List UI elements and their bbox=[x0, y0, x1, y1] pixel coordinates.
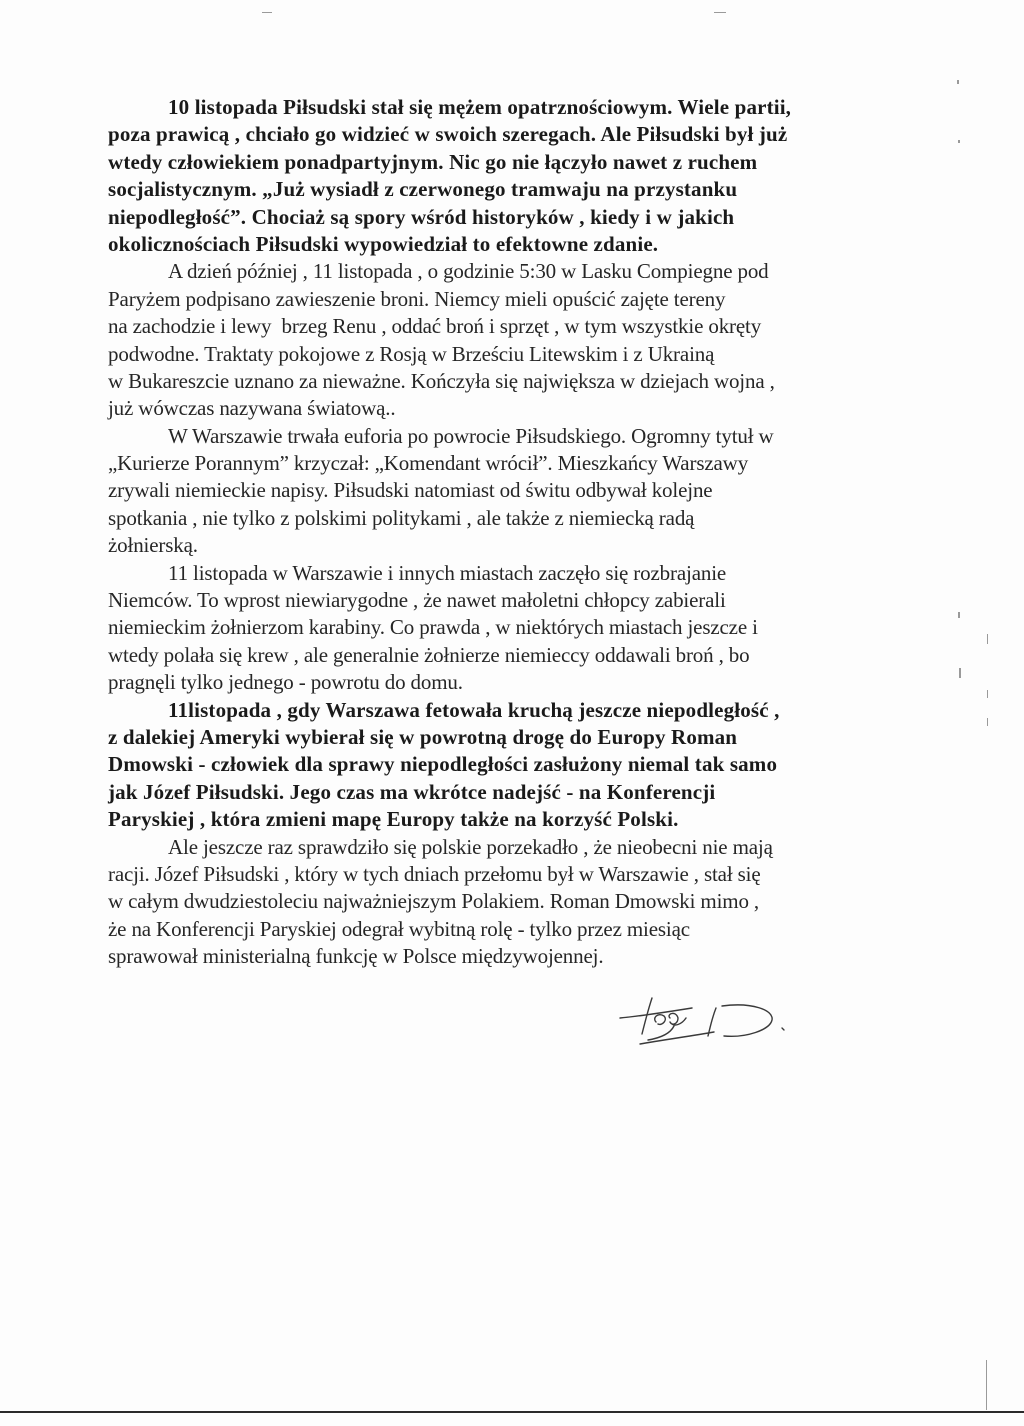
text-line: niemieckim żołnierzom karabiny. Co prawda , w niektórych miastach jeszcze i bbox=[108, 615, 758, 640]
text-line: 11 listopada w Warszawie i innych miastach zaczęło się rozbrajanie bbox=[168, 560, 727, 585]
text-line: jak Józef Piłsudski. Jego czas ma wkrótce nadejść - na Konferencji bbox=[108, 779, 716, 804]
text-line: Paryżem podpisano zawieszenie broni. Niemcy mieli opuścić zajęte tereny bbox=[108, 286, 726, 311]
text-line: w całym dwudziestoleciu najważniejszym Polakiem. Roman Dmowski mimo , bbox=[108, 889, 760, 914]
text-line: „Kurierze Porannym” krzyczał: „Komendant wrócił”. Mieszkańcy Warszawy bbox=[108, 451, 749, 476]
text-line: z dalekiej Ameryki wybierał się w powrotną drogę do Europy Roman bbox=[108, 724, 738, 749]
text-line: że na Konferencji Paryskiej odegrał wybitną rolę - tylko przez miesiąc bbox=[108, 916, 690, 941]
scan-speck bbox=[957, 80, 959, 84]
scan-speck bbox=[987, 690, 988, 698]
text-line: Niemców. To wprost niewiarygodne , że nawet małoletni chłopcy zabierali bbox=[108, 588, 726, 613]
text-line: niepodległość”. Chociaż są spory wśród historyków , kiedy i w jakich bbox=[108, 204, 735, 229]
text-line: sprawował ministerialną funkcję w Polsce międzywojennej. bbox=[108, 944, 604, 969]
text-line: podwodne. Traktaty pokojowe z Rosją w Brześciu Litewskim i z Ukrainą bbox=[108, 341, 715, 366]
scan-speck bbox=[959, 668, 961, 678]
text-line: pragnęli tylko jednego - powrotu do domu. bbox=[108, 670, 463, 695]
text-line: zrywali niemieckie napisy. Piłsudski natomiast od świtu odbywał kolejne bbox=[108, 478, 713, 503]
text-line: żołnierską. bbox=[108, 533, 198, 558]
scan-speck bbox=[987, 634, 988, 644]
text-line: już wówczas nazywana światową.. bbox=[108, 396, 396, 421]
text-line: na zachodzie i lewy brzeg Renu , oddać broń i sprzęt , w tym wszystkie okręty bbox=[108, 314, 762, 339]
text-line: racji. Józef Piłsudski , który w tych dniach przełomu był w Warszawie , stał się bbox=[108, 861, 761, 886]
text-line: w Bukareszcie uznano za nieważne. Kończyła się największa w dziejach wojna , bbox=[108, 368, 775, 393]
scan-speck bbox=[262, 12, 272, 13]
text-line: spotkania , nie tylko z polskimi politykami , ale także z niemiecką radą bbox=[108, 505, 695, 530]
text-line: Dmowski - człowiek dla sprawy niepodległości zasłużony niemal tak samo bbox=[108, 752, 778, 777]
text-line: wtedy człowiekiem ponadpartyjnym. Nic go nie łączyło nawet z ruchem bbox=[108, 149, 758, 174]
text-line: W Warszawie trwała euforia po powrocie Piłsudskiego. Ogromny tytuł w bbox=[168, 423, 774, 448]
text-line: poza prawicą , chciało go widzieć w swoich szeregach. Ale Piłsudski był już bbox=[108, 122, 788, 147]
handwritten-signature bbox=[612, 988, 802, 1048]
scan-speck bbox=[958, 612, 960, 618]
text-line: socjalistycznym. „Już wysiadł z czerwonego tramwaju na przystanku bbox=[108, 177, 738, 202]
scan-speck bbox=[986, 1360, 987, 1410]
text-line: Ale jeszcze raz sprawdziło się polskie porzekadło , że nieobecni nie mają bbox=[168, 834, 773, 859]
text-line: A dzień później , 11 listopada , o godzinie 5:30 w Lasku Compiegne pod bbox=[168, 259, 769, 284]
document-body bbox=[108, 94, 898, 971]
text-line: wtedy polała się krew , ale generalnie żołnierze niemieccy oddawali broń , bo bbox=[108, 642, 750, 667]
scan-speck bbox=[958, 140, 960, 143]
text-line: 11listopada , gdy Warszawa fetowała kruchą jeszcze niepodległość , bbox=[168, 697, 780, 722]
scan-speck bbox=[714, 12, 726, 13]
text-line: okolicznościach Piłsudski wypowiedział to efektowne zdanie. bbox=[108, 231, 659, 256]
scan-speck bbox=[987, 718, 988, 726]
text-line: 10 listopada Piłsudski stał się mężem opatrznościowym. Wiele partii, bbox=[168, 95, 792, 119]
text-line: Paryskiej , która zmieni mapę Europy także na korzyść Polski. bbox=[108, 807, 679, 832]
